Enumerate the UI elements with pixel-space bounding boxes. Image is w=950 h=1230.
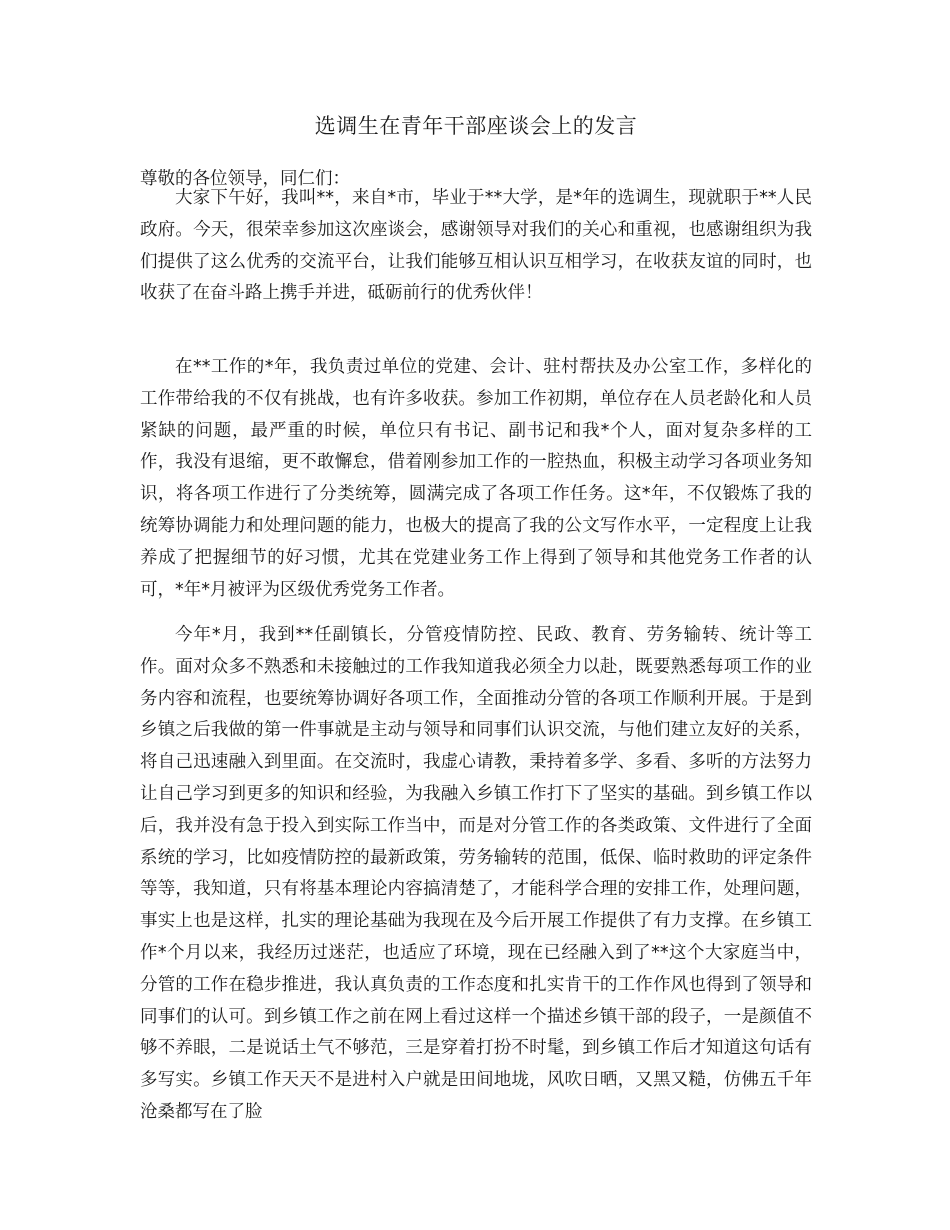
paragraph-previous-work: 在**工作的*年，我负责过单位的党建、会计、驻村帮扶及办公室工作，多样化的工作带给我的不仅有挑战，也有许多收获。参加工作初期，单位存在人员老龄化和人员紧缺的问题，最严重的时候，单位只有书记、副书记和我*个人，面对复杂多样的工作，我没有退缩，更不敢懈怠，借着刚参加工作的一腔热血，积极主动学习各项业务知识，将各项工作进行了分类统筹，圆满完成了各项工作任务。这*年，不仅锻炼了我的统筹协调能力和处理问题的能力，也极大的提高了我的公文写作水平，一定程度上让我养成了把握细节的好习惯，尤其在党建业务工作上得到了领导和其他党务工作者的认可，*年*月被评为区级优秀党务工作者。 [140,357,812,600]
greeting: 尊敬的各位领导，同仁们： [140,169,350,189]
paragraph-township-work: 今年*月，我到**任副镇长，分管疫情防控、民政、教育、劳务输转、统计等工作。面对众多不熟悉和未接触过的工作我知道我必须全力以赴，既要熟悉每项工作的业务内容和流程，也要统筹协调好各项工作，全面推动分管的各项工作顺利开展。于是到乡镇之后我做的第一件事就是主动与领导和同事们认识交流，与他们建立友好的关系，将自己迅速融入到里面。在交流时，我虚心请教，秉持着多学、多看、多听的方法努力让自己学习到更多的知识和经验，为我融入乡镇工作打下了坚实的基础。到乡镇工作以后，我并没有急于投入到实际工作当中，而是对分管工作的各类政策、文件进行了全面系统的学习，比如疫情防控的最新政策，劳务输转的范围，低保、临时救助的评定条件等等，我知道，只有将基本理论内容搞清楚了，才能科学合理的安排工作，处理问题，事实上也是这样，扎实的理论基础为我现在及今后开展工作提供了有力支撑。在乡镇工作*个月以来，我经历过迷茫，也适应了环境，现在已经融入到了**这个大家庭当中，分管的工作在稳步推进，我认真负责的工作态度和扎实肯干的工作作风也得到了领导和同事们的认可。到乡镇工作之前在网上看过这样一个描述乡镇干部的段子，一是颜值不够不养眼，二是说话土气不够范，三是穿着打扮不时髦，到乡镇工作后才知道这句话有多写实。乡镇工作天天不是进村入户就是田间地垅，风吹日晒，又黑又糙，仿佛五千年沧桑都写在了脸 [140,625,812,1122]
document-title: 选调生在青年干部座谈会上的发言 [314,114,638,138]
paragraph-introduction: 大家下午好，我叫**，来自*市，毕业于**大学，是*年的选调生，现就职于**人民政府。今天，很荣幸参加这次座谈会，感谢领导对我们的关心和重视，也感谢组织为我们提供了这么优秀的交流平台，让我们能够互相认识互相学习，在收获友谊的同时，也收获了在奋斗路上携手并进，砥砺前行的优秀伙伴！ [140,188,812,304]
